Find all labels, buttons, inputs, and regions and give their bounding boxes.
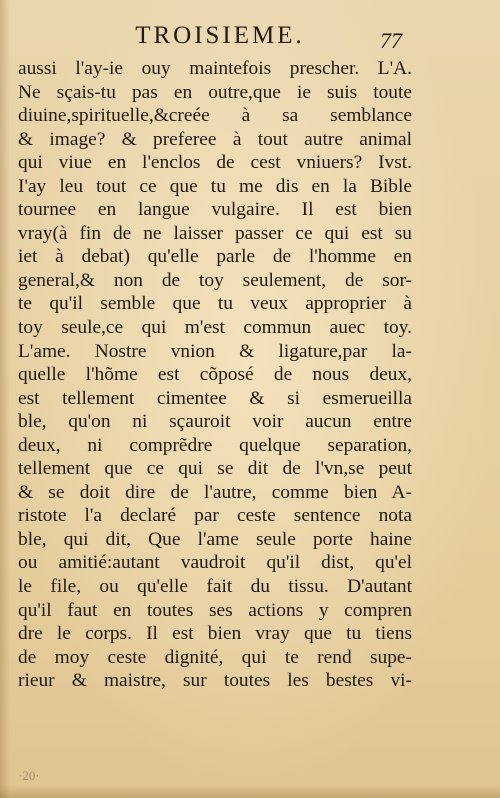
text-line: ou amitié:autant vaudroit qu'il dist, qu'el: [18, 552, 412, 574]
text-line: iet à debat) qu'elle parle de l'homme en: [18, 246, 412, 268]
text-line: te qu'il semble que tu veux approprier à: [18, 293, 412, 315]
text-line: rieur & maistre, sur toutes les bestes vi-: [18, 670, 412, 692]
text-line: toy seule,ce qui m'est commun auec toy.: [18, 317, 412, 339]
text-line: dre le corps. Il est bien vray que tu tiens: [18, 623, 412, 645]
text-line: aussi l'ay-ie ouy maintefois prescher. L'A.: [18, 58, 412, 79]
text-line: ble, qui dit, Que l'ame seule porte haine: [18, 528, 412, 550]
text-line: tellement que ce qui se dit de l'vn,se peut: [18, 458, 412, 480]
text-line: le file, ou qu'elle fait du tissu. D'autant: [18, 576, 412, 598]
text-line: & image? & preferee à tout autre animal: [18, 128, 412, 150]
text-line: vray(à fin de ne laisser passer ce qui est su: [18, 222, 412, 244]
text-line: general,& non de toy seulement, de sor-: [18, 269, 412, 291]
running-title: TROISIEME.: [135, 22, 305, 49]
text-line: qu'il faut en toutes ses actions y compren: [18, 599, 412, 621]
text-line: de moy ceste dignité, qui te rend supe-: [18, 646, 412, 668]
body-text: [18, 57, 412, 693]
page-header: [0, 22, 500, 53]
text-line: I'ay leu tout ce que tu me dis en la Bible: [18, 175, 412, 197]
text-line: ristote l'a declaré par ceste sentence nota: [18, 505, 412, 527]
signature-mark: ·20·: [18, 768, 40, 783]
page-edge-shadow-bottom: [0, 784, 500, 798]
text-line: Ne sçais-tu pas en outre,que ie suis toute: [18, 81, 412, 103]
text-line: deux, ni comprẽdre quelque separation,: [18, 434, 412, 456]
page-number: 77: [380, 28, 402, 53]
text-line: est tellement cimentee & si esmerueilla: [18, 387, 412, 409]
text-line: L'ame. Nostre vnion & ligature,par la-: [18, 340, 412, 362]
page-edge-shadow-left: [0, 0, 10, 798]
text-line: quelle l'hõme est cõposé de nous deux,: [18, 364, 412, 386]
text-line: diuine,spirituelle,&creée à sa semblance: [18, 105, 412, 127]
text-line: tournee en langue vulgaire. Il est bien: [18, 199, 412, 221]
text-line: qui viue en l'enclos de cest vniuers? Ivst.: [18, 152, 412, 174]
text-line: ble, qu'on ni sçauroit voir aucun entre: [18, 411, 412, 433]
text-line: & se doit dire de l'autre, comme bien A-: [18, 481, 412, 503]
